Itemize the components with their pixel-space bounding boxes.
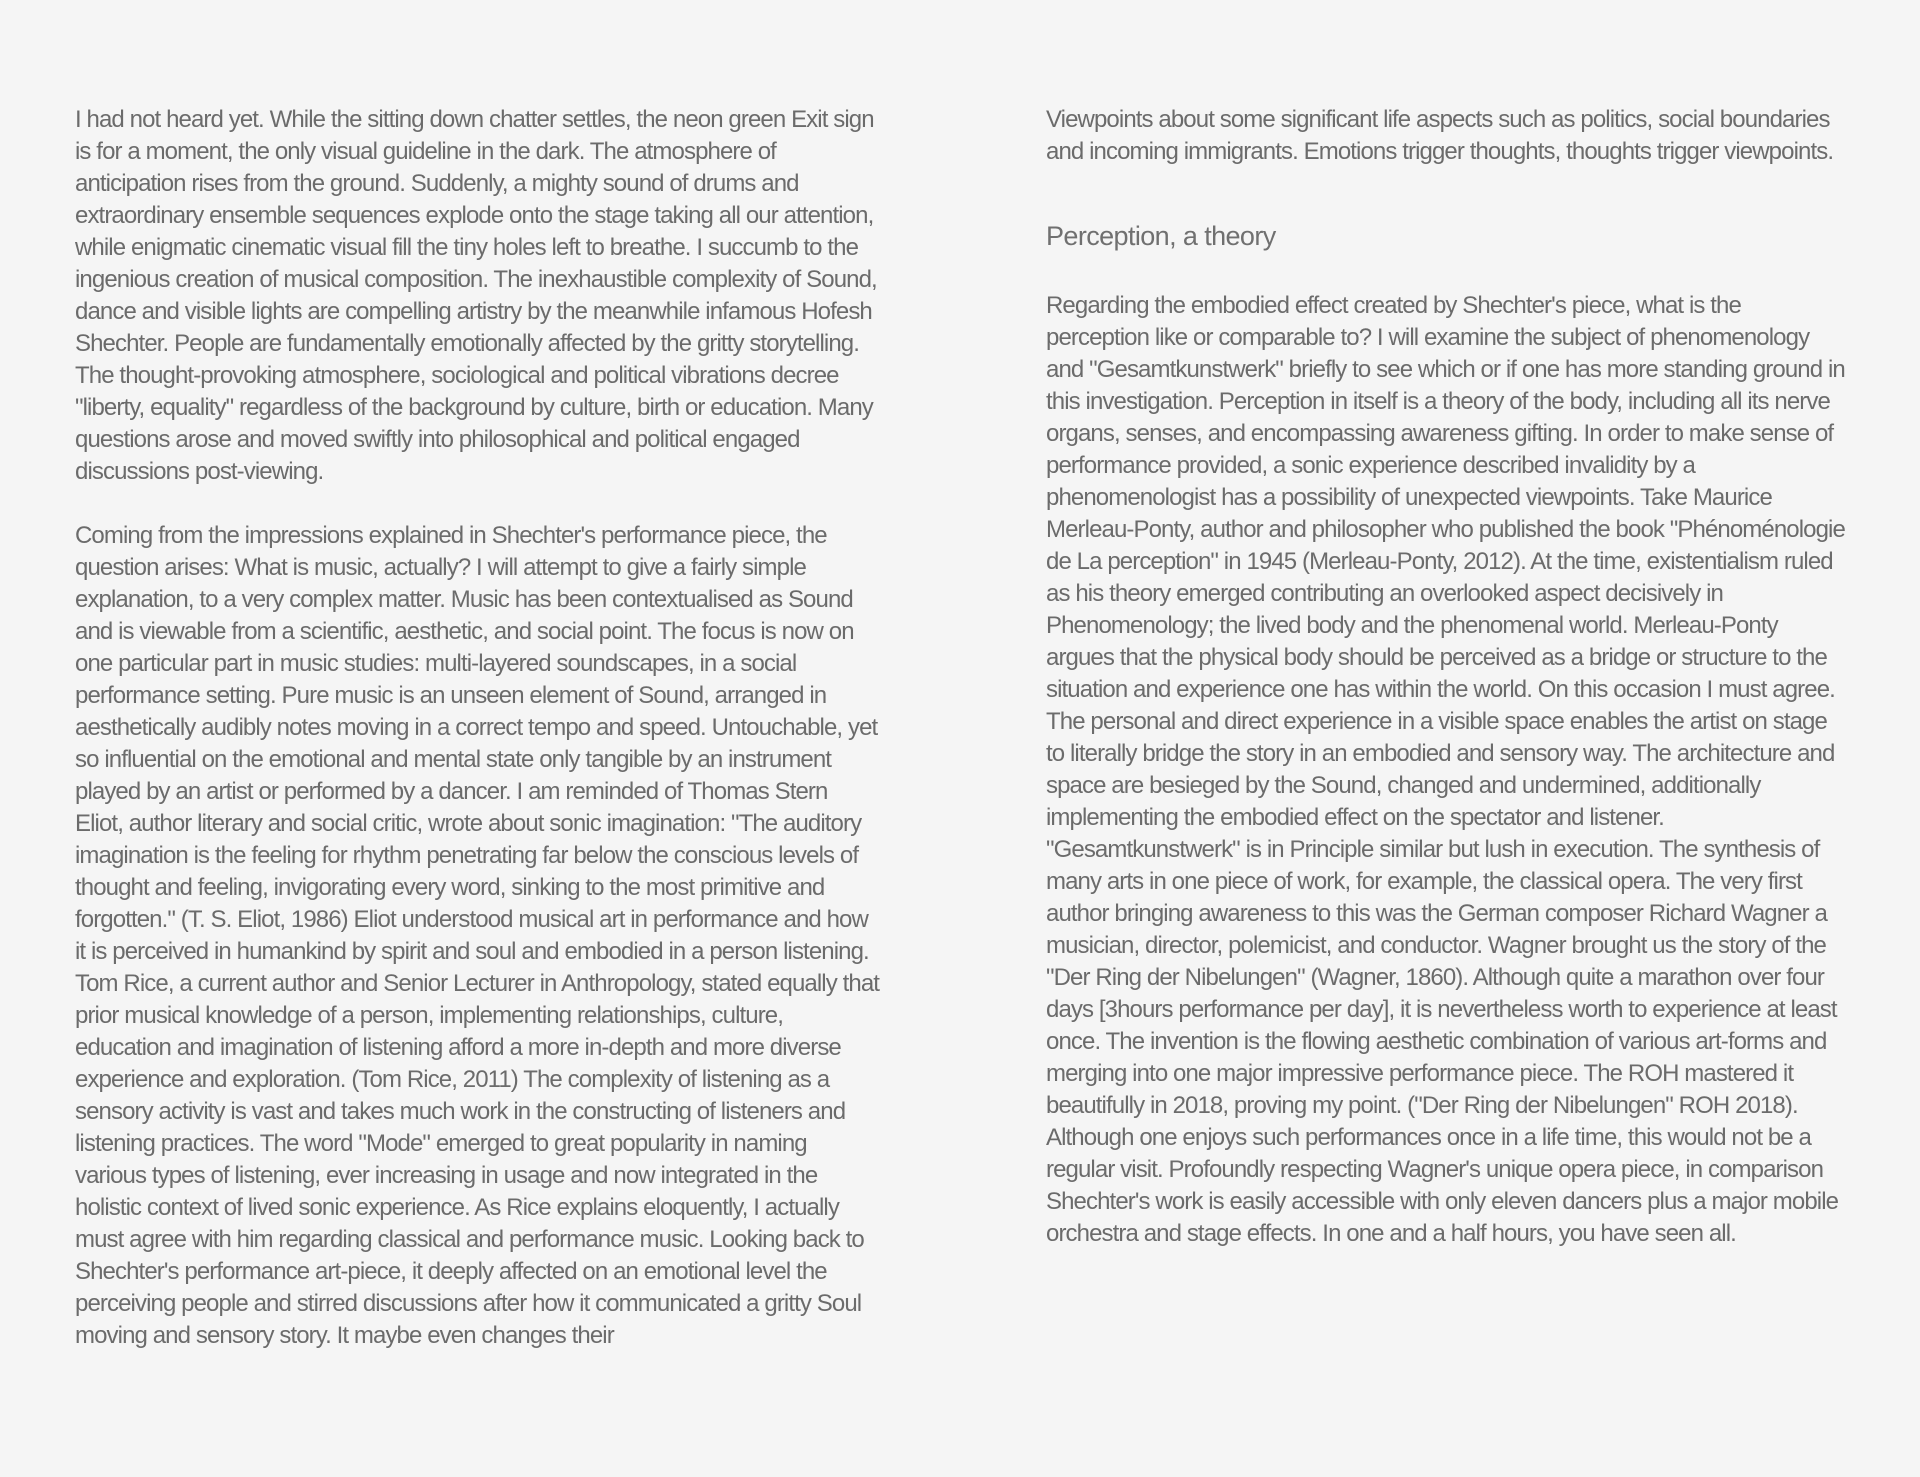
left-column — [75, 104, 881, 1352]
intro-paragraph: Viewpoints about some significant life aspects such as politics, social boundaries and incoming immigrants. Emotions trigger thoughts, thoughts trigger viewpoints. — [1046, 106, 1834, 165]
body-paragraph: I had not heard yet. While the sitting down chatter settles, the neon green Exit sign is for a moment, the only visual guideline in the dark. The atmosphere of anticipation rises from the ground. Suddenly, a mighty sound of drums and extraordinary ensemble sequences explode onto the stage taking all our attention, while enigmatic cinematic visual fill the tiny holes left to breathe. I succumb to the ingenious creation of musical composition. The inexhaustible complexity of Sound, dance and visible lights are compelling artistry by the meanwhile infamous Hofesh Shechter. People are fundamentally emotionally affected by the gritty storytelling. The thought-provoking atmosphere, sociological and political vibrations decree "liberty, equality" regardless of the background by culture, birth or education. Many questions arose and moved swiftly into philosophical and political engaged discussions post-viewing. — [75, 106, 877, 485]
body-paragraph: Coming from the impressions explained in Shechter's performance piece, the question arises: What is music, actually? I will attempt to give a fairly simple explanation, to a very complex matter. Music has been contextualised as Sound and is viewable from a scientific, aesthetic, and social point. The focus is now on one particular part in music studies: multi-layered soundscapes, in a social performance setting. Pure music is an unseen element of Sound, arranged in aesthetically audibly notes moving in a correct tempo and speed. Untouchable, yet so influential on the emotional and mental state only tangible by an instrument played by an artist or performed by a dancer. I am reminded of Thomas Stern Eliot, author literary and social critic, wrote about sonic imagination: "The auditory imagination is the feeling for rhythm penetrating far below the conscious levels of thought and feeling, invigorating every word, sinking to the most primitive and forgotten." (T. S. Eliot, 1986) Eliot understood musical art in performance and how it is perceived in humankind by spirit and soul and embodied in a person listening. Tom Rice, a current author and Senior Lecturer in Anthropology, stated equally that prior musical knowledge of a person, implementing relationships, culture, education and imagination of listening afford a more in-depth and more diverse experience and exploration. (Tom Rice, 2011) The complexity of listening as a sensory activity is vast and takes much work in the constructing of listeners and listening practices. The word "Mode" emerged to great popularity in naming various types of listening, ever increasing in usage and now integrated in the holistic context of lived sonic experience. As Rice explains eloquently, I actually must agree with him regarding classical and performance music. Looking back to Shechter's performance art-piece, it deeply affected on an emotional level the perceiving people and stirred discussions after how it communicated a gritty Soul moving and sensory story. It maybe even changes their — [75, 522, 880, 1349]
body-paragraph: Regarding the embodied effect created by Shechter's piece, what is the perception like or comparable to? I will examine the subject of phenomenology and "Gesamtkunstwerk" briefly to see which or if one has more standing ground in this investigation. Perception in itself is a theory of the body, including all its nerve organs, senses, and encompassing awareness gifting. In order to make sense of performance provided, a sonic experience described invalidity by a phenomenologist has a possibility of unexpected viewpoints. Take Maurice Merleau-Ponty, author and philosopher who published the book "Phénoménologie de La perception" in 1945 (Merleau-Ponty, 2012). At the time, existentialism ruled as his theory emerged contributing an overlooked aspect decisively in Phenomenology; the lived body and the phenomenal world. Merleau-Ponty argues that the physical body should be perceived as a bridge or structure to the situation and experience one has within the world. On this occasion I must agree. The personal and direct experience in a visible space enables the artist on stage to literally bridge the story in an embodied and sensory way. The architecture and space are besieged by the Sound, changed and undermined, additionally implementing the embodied effect on the spectator and listener. "Gesamtkunstwerk" is in Principle similar but lush in execution. The synthesis of many arts in one piece of work, for example, the classical opera. The very first author bringing awareness to this was the German composer Richard Wagner a musician, director, polemicist, and conductor. Wagner brought us the story of the "Der Ring der Nibelungen" (Wagner, 1860). Although quite a marathon over four days [3hours performance per day], it is nevertheless worth to experience at least once. The invention is the flowing aesthetic combination of various art-forms and merging into one major impressive performance piece. The ROH mastered it beautifully in 2018, proving my point. ("Der Ring der Nibelungen" ROH 2018). Although one enjoys such performances once in a life time, this would not be a regular visit. Profoundly respecting Wagner's unique opera piece, in comparison Shechter's work is easily accessible with only eleven dancers plus a major mobile orchestra and stage effects. In one and a half hours, you have seen all. — [1046, 292, 1845, 1247]
section-heading: Perception, a theory — [1046, 221, 1276, 251]
right-column — [1046, 104, 1846, 1250]
